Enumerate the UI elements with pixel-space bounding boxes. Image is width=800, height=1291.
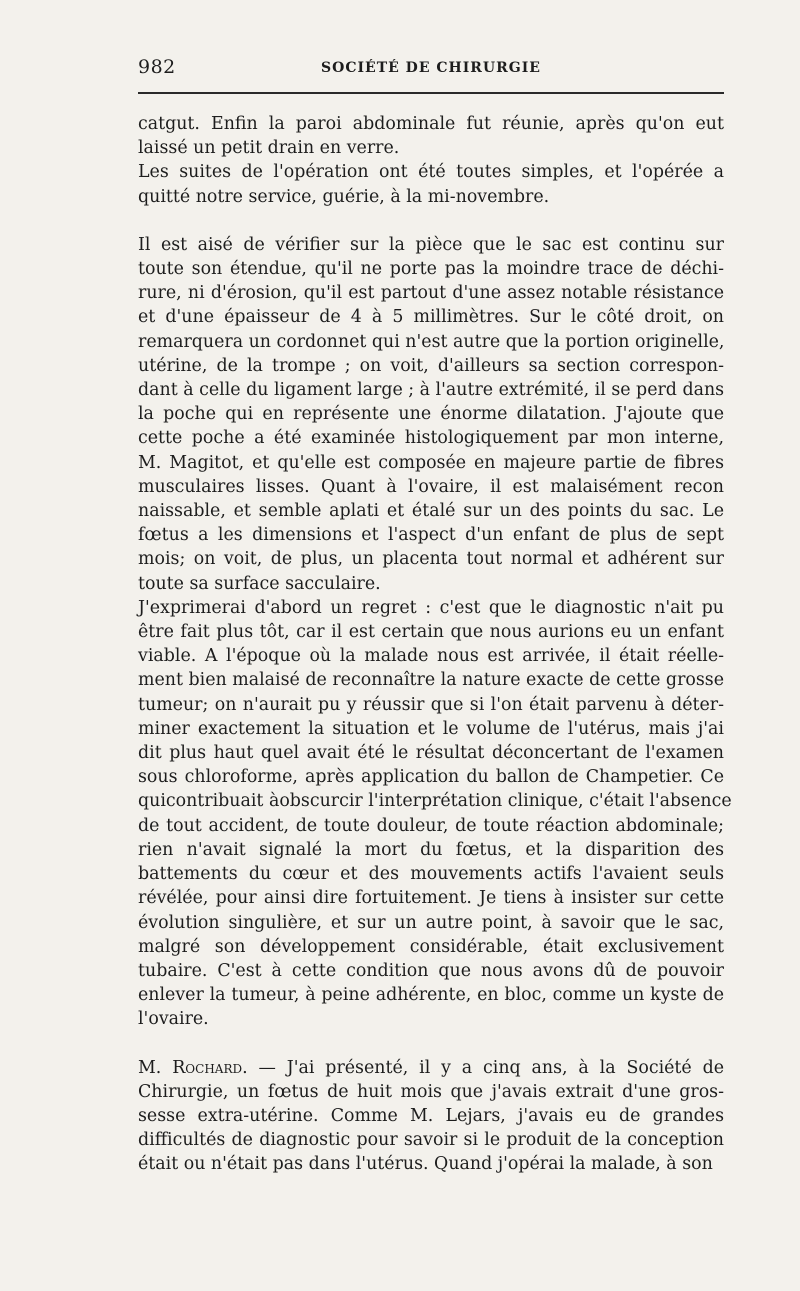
running-head xyxy=(138,56,724,82)
text-line: J'exprimerai d'abord un regret : c'est que le diagnostic n'ait pu xyxy=(138,597,724,618)
running-title: SOCIÉTÉ DE CHIRURGIE xyxy=(321,60,541,76)
text-line xyxy=(138,1056,724,1080)
text-line: et d'une épaisseur de 4 à 5 millimètres. Sur le côté droit, on xyxy=(138,307,724,328)
paragraph-gap xyxy=(138,209,724,233)
text-line: quicontribuait àobscurcir l'interprétation clinique, c'était l'absence xyxy=(138,791,732,812)
text-line: tumeur; on n'aurait pu y réussir que si l'on était parvenu à déter- xyxy=(138,694,724,715)
text-line: viable. A l'époque où la malade nous est arrivée, il était réelle- xyxy=(138,646,724,667)
paragraph xyxy=(138,160,724,208)
text-line: M. Magitot, et qu'elle est composée en majeure partie de fibres xyxy=(138,452,724,473)
text-line: quitté notre service, guérie, à la mi-novembre. xyxy=(138,186,550,207)
text-line: musculaires lisses. Quant à l'ovaire, il est malaisément recon xyxy=(138,476,724,497)
text-line: toute son étendue, qu'il ne porte pas la moindre trace de déchi- xyxy=(138,259,724,280)
text-line: laissé un petit drain en verre. xyxy=(138,138,400,159)
text-line: remarquera un cordonnet qui n'est autre que la portion originelle, xyxy=(138,331,725,352)
page-number: 982 xyxy=(138,56,176,78)
paragraph-gap xyxy=(138,1032,724,1056)
text-line: Chirurgie, un fœtus de huit mois que j'avais extrait d'une gros- xyxy=(138,1081,724,1102)
text-line: être fait plus tôt, car il est certain que nous aurions eu un enfant xyxy=(138,622,724,643)
speaker-text: — J'ai présenté, il y a cinq ans, à la Société de xyxy=(247,1057,725,1078)
text-line: sous chloroforme, après application du ballon de Champetier. Ce xyxy=(138,767,724,788)
text-line: rure, ni d'érosion, qu'il est partout d'une assez notable résistance xyxy=(138,283,724,304)
text-line: tubaire. C'est à cette condition que nous avons dû de pouvoir xyxy=(138,960,724,981)
text-line: sesse extra-utérine. Comme M. Lejars, j'avais eu de grandes xyxy=(138,1105,724,1126)
text-line: rien n'avait signalé la mort du fœtus, et la disparition des xyxy=(138,839,724,860)
speaker-name: M. Rochard. xyxy=(138,1057,248,1078)
text-line: miner exactement la situation et le volume de l'utérus, mais j'ai xyxy=(138,718,724,739)
text-line: battements du cœur et des mouvements actifs l'avaient seuls xyxy=(138,864,724,885)
text-line: de tout accident, de toute douleur, de toute réaction abdominale; xyxy=(138,815,724,836)
text-line: dit plus haut quel avait été le résultat déconcertant de l'examen xyxy=(138,743,724,764)
text-line: l'ovaire. xyxy=(138,1009,209,1030)
text-line: était ou n'était pas dans l'utérus. Quand j'opérai la malade, à son xyxy=(138,1154,713,1175)
paragraph xyxy=(138,112,724,160)
text-line: dant à celle du ligament large ; à l'autre extrémité, il se perd dans xyxy=(138,380,725,401)
text-line: la poche qui en représente une énorme dilatation. J'ajoute que xyxy=(138,404,724,425)
text-line: évolution singulière, et sur un autre point, à savoir que le sac, xyxy=(138,912,724,933)
paragraph xyxy=(138,1056,724,1177)
text-line: toute sa surface sacculaire. xyxy=(138,573,381,594)
text-line: cette poche a été examinée histologiquement par mon interne, xyxy=(138,428,724,449)
text-line: enlever la tumeur, à peine adhérente, en bloc, comme un kyste de xyxy=(138,985,724,1006)
text-line: naissable, et semble aplati et étalé sur un des points du sac. Le xyxy=(138,501,724,522)
text-line: fœtus a les dimensions et l'aspect d'un enfant de plus de sept xyxy=(138,525,724,546)
text-line: malgré son développement considérable, était exclusivement xyxy=(138,936,724,957)
paragraph xyxy=(138,596,732,1032)
body-text xyxy=(138,112,732,1177)
text-line: difficultés de diagnostic pour savoir si le produit de la conception xyxy=(138,1130,724,1151)
header-rule xyxy=(138,92,724,94)
paragraph xyxy=(138,233,724,596)
text-line: mois; on voit, de plus, un placenta tout normal et adhérent sur xyxy=(138,549,724,570)
text-line: Il est aisé de vérifier sur la pièce que le sac est continu sur xyxy=(138,234,724,255)
text-line: utérine, de la trompe ; on voit, d'ailleurs sa section correspon- xyxy=(138,355,724,376)
text-line: Les suites de l'opération ont été toutes simples, et l'opérée a xyxy=(138,162,724,183)
text-line: ment bien malaisé de reconnaître la nature exacte de cette grosse xyxy=(138,670,724,691)
text-line: révélée, pour ainsi dire fortuitement. Je tiens à insister sur cette xyxy=(138,888,724,909)
text-line: catgut. Enfin la paroi abdominale fut réunie, après qu'on eut xyxy=(138,114,724,134)
